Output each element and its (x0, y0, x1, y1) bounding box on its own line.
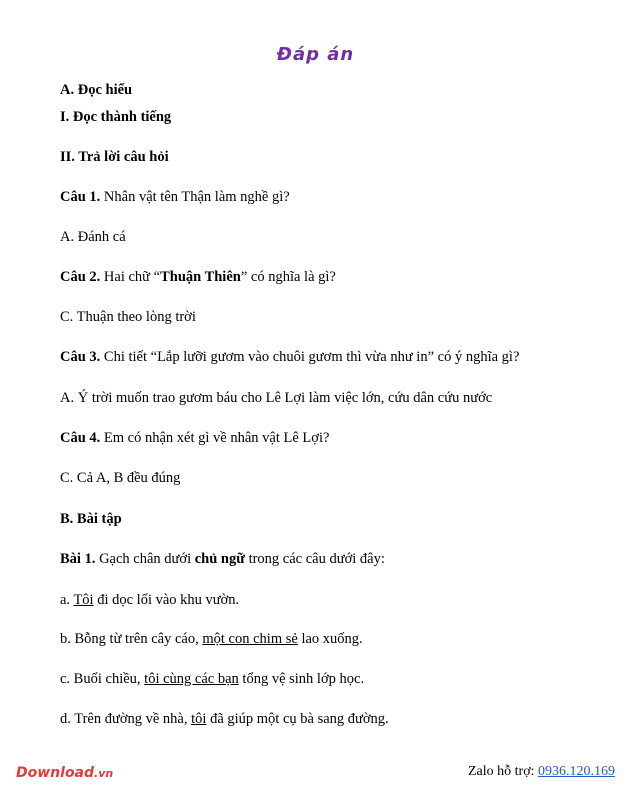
page-title: Đáp án (276, 44, 355, 65)
exercise-1-text-post: trong các câu dưới đây: (244, 551, 385, 567)
question-4 (60, 429, 329, 447)
logo-text: Download (16, 765, 95, 781)
question-2-text-post: ” có nghĩa là gì? (240, 269, 336, 285)
zalo-phone-link[interactable]: 0936.120.169 (538, 764, 615, 779)
sentence-c-subject: tôi cùng các bạn (144, 671, 239, 687)
answer-3: A. Ý trời muốn trao gươm báu cho Lê Lợi làm việc lớn, cứu dân cứu nước (60, 390, 493, 406)
sentence-a-subject: Tôi (73, 592, 94, 608)
download-logo[interactable] (16, 765, 113, 781)
sentence-d-post: đã giúp một cụ bà sang đường. (206, 711, 389, 727)
sentence-b-post: lao xuống. (297, 631, 363, 647)
sentence-c (60, 670, 364, 688)
question-2-term: Thuận Thiên (160, 269, 241, 285)
sentence-d-subject: tôi (191, 711, 207, 727)
sentence-c-pre: c. Buổi chiều, (60, 671, 145, 687)
answer-1: A. Đánh cá (60, 229, 126, 245)
answer-4: C. Cả A, B đều đúng (60, 470, 181, 486)
answer-2: C. Thuận theo lòng trời (60, 309, 196, 325)
question-4-label: Câu 4. (60, 430, 101, 446)
sentence-a (60, 591, 239, 609)
sentence-a-pre: a. (60, 592, 74, 608)
question-4-text: Em có nhận xét gì về nhân vật Lê Lợi? (100, 430, 330, 446)
section-a-heading: A. Đọc hiểu (60, 82, 133, 98)
question-1-label: Câu 1. (60, 189, 101, 205)
question-3-label: Câu 3. (60, 349, 101, 365)
part-2-heading: II. Trả lời câu hỏi (60, 149, 169, 165)
zalo-support (468, 764, 615, 780)
question-1 (60, 188, 290, 206)
exercise-1-text-pre: Gạch chân dưới (95, 551, 195, 567)
zalo-label: Zalo hỗ trợ: (468, 764, 538, 779)
question-2-text-pre: Hai chữ “ (100, 269, 161, 285)
sentence-b-pre: b. Bỗng từ trên cây cáo, (60, 631, 203, 647)
question-3-text: Chi tiết “Lắp lưỡi gươm vào chuôi gươm thì vừa như in” có ý nghĩa gì? (100, 349, 520, 365)
sentence-d-pre: d. Trên đường về nhà, (60, 711, 192, 727)
sentence-d (60, 710, 389, 728)
exercise-1 (60, 550, 385, 568)
exercise-1-label: Bài 1. (60, 551, 96, 567)
question-2-label: Câu 2. (60, 269, 101, 285)
question-2 (60, 268, 336, 286)
question-3 (60, 348, 519, 366)
section-b-heading: B. Bài tập (60, 511, 122, 527)
sentence-b-subject: một con chim sẻ (202, 631, 298, 647)
sentence-b (60, 630, 363, 648)
exercise-1-term: chủ ngữ (194, 551, 245, 567)
question-1-text: Nhân vật tên Thận làm nghề gì? (100, 189, 290, 205)
sentence-a-post: đi dọc lối vào khu vườn. (93, 592, 240, 608)
sentence-c-post: tổng vệ sinh lớp học. (238, 671, 365, 687)
part-1-heading: I. Đọc thành tiếng (60, 109, 172, 125)
logo-suffix: .vn (94, 767, 114, 780)
